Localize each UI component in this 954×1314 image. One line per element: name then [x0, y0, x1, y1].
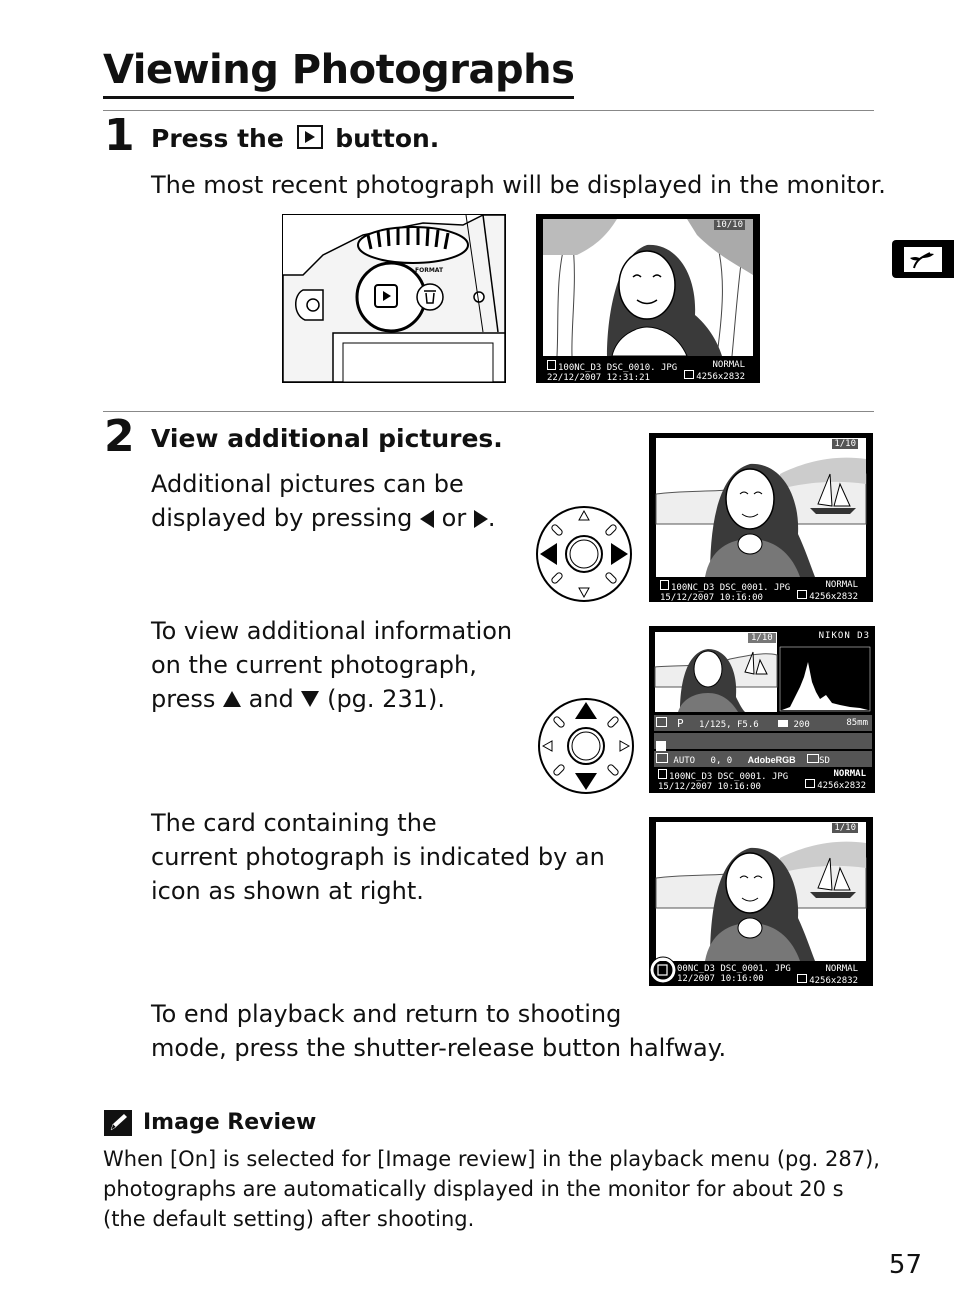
white-balance-fine-tune: 0, 0	[710, 756, 733, 766]
image-size-icon	[805, 779, 815, 788]
white-balance-icon	[656, 753, 668, 763]
image-size: 4256x2832	[696, 372, 745, 382]
paragraph-4-line-2: mode, press the shutter-release button halfway.	[151, 1034, 727, 1062]
section-divider	[103, 110, 874, 111]
paragraph-3-line-3: icon as shown at right.	[151, 877, 424, 905]
step1-heading-end: button.	[335, 124, 440, 153]
paragraph-2-line-1: To view additional information	[151, 617, 513, 645]
quality-info	[805, 769, 866, 791]
step-number-2: 2	[104, 411, 135, 462]
image-counter: 1/10	[834, 439, 856, 449]
multi-selector-up-down	[537, 697, 635, 799]
step1-heading	[151, 124, 439, 153]
monitor-screen-info	[649, 626, 875, 793]
monitor-screen-2	[649, 433, 873, 602]
step2-paragraph-3	[151, 806, 605, 908]
quality-info	[797, 580, 858, 602]
file-date: 15/12/2007 10:16:00	[660, 593, 763, 602]
step2-paragraph-4	[151, 997, 726, 1065]
card-slot-icon	[547, 360, 556, 370]
page-number: 57	[888, 1250, 922, 1280]
image-size: 4256x2832	[809, 976, 858, 986]
monitor-screen-1	[536, 214, 760, 383]
up-arrow-icon	[223, 691, 241, 707]
paragraph-4-line-1: To end playback and return to shooting	[151, 1000, 622, 1028]
page-title: Viewing Photographs	[103, 44, 574, 99]
file-date: 15/12/2007 10:16:00	[658, 782, 761, 792]
step2-paragraph-2	[151, 614, 512, 716]
iso-value: 200	[793, 720, 810, 730]
picture-control-icon	[807, 754, 819, 763]
exposure-compensation-icon	[656, 741, 666, 751]
shooting-info-row-3	[656, 753, 870, 767]
color-space: AdobeRGB	[747, 755, 796, 765]
picture-control: SD	[819, 756, 830, 766]
step2-heading: View additional pictures.	[151, 424, 503, 453]
image-size-icon	[684, 370, 694, 379]
step-number-1: 1	[104, 110, 135, 161]
right-arrow-icon	[474, 510, 488, 528]
camera-back-illustration	[282, 214, 506, 383]
card-slot-icon	[658, 769, 667, 779]
step1-text: The most recent photograph will be displayed in the monitor.	[151, 171, 886, 199]
down-arrow-icon	[301, 691, 319, 707]
file-date: 12/2007 10:16:00	[677, 974, 764, 984]
image-size: 4256x2832	[817, 781, 866, 791]
file-date: 22/12/2007 12:31:21	[547, 373, 650, 383]
white-balance-value: AUTO	[673, 756, 696, 766]
note-line-2: photographs are automatically displayed in the monitor for about 20 s	[103, 1177, 844, 1201]
paragraph-3-line-2: current photograph is indicated by an	[151, 843, 605, 871]
section-divider-2	[103, 411, 874, 412]
paragraph-2-line-3: press	[151, 685, 216, 713]
image-counter: 1/10	[748, 633, 776, 643]
step1-heading-start: Press the	[151, 124, 284, 153]
step2-paragraph-1: Additional pictures can be displayed by pressing or .	[151, 467, 496, 535]
quality-info	[684, 360, 745, 382]
image-counter: 1/10	[834, 823, 856, 833]
note-body	[103, 1144, 880, 1234]
playback-button-icon	[297, 125, 323, 149]
note-line-3: (the default setting) after shooting.	[103, 1207, 475, 1231]
paragraph-1-line-1: Additional pictures can be	[151, 470, 464, 498]
file-name: 100NC_D3 DSC_0001. JPG	[669, 772, 789, 782]
shutter-aperture: 1/125, F5.6	[699, 720, 759, 730]
page-reference: (pg. 231).	[327, 685, 445, 713]
exposure-mode: P	[677, 717, 684, 730]
file-name: 00NC_D3 DSC_0001. JPG	[677, 964, 791, 974]
metering-icon	[656, 717, 667, 727]
note-title: Image Review	[143, 1110, 317, 1135]
format-label: FORMAT	[415, 267, 444, 274]
monitor-screen-card	[649, 817, 873, 986]
file-name: 100NC_D3 DSC_0010. JPG	[558, 363, 678, 373]
image-quality: NORMAL	[712, 360, 745, 370]
image-counter: 10/10	[715, 220, 743, 230]
iso-icon	[778, 720, 788, 727]
note-line-1: When [On] is selected for [Image review] in the playback menu (pg. 287),	[103, 1147, 880, 1171]
image-size-icon	[797, 590, 807, 599]
image-size: 4256x2832	[809, 592, 858, 602]
note-pencil-icon	[104, 1110, 132, 1140]
multi-selector-left-right	[535, 505, 633, 607]
paragraph-2-line-2: on the current photograph,	[151, 651, 477, 679]
file-info	[677, 964, 791, 984]
paragraph-3-line-1: The card containing the	[151, 809, 437, 837]
shooting-info-row-1	[656, 717, 870, 731]
focal-length: 85mm	[846, 718, 868, 728]
file-info	[547, 360, 677, 383]
quality-info	[797, 964, 858, 986]
left-arrow-icon	[420, 510, 434, 528]
file-info	[658, 769, 788, 792]
card-slot-icon	[660, 580, 669, 590]
or-word: or	[441, 504, 467, 532]
camera-brand: NIKON D3	[818, 631, 870, 641]
file-name: 100NC_D3 DSC_0001. JPG	[671, 583, 791, 593]
paragraph-1-line-2: displayed by pressing	[151, 504, 413, 532]
image-quality: NORMAL	[825, 964, 858, 974]
image-size-icon	[797, 974, 807, 983]
playback-tab-icon	[892, 240, 954, 278]
image-quality: NORMAL	[825, 580, 858, 590]
image-quality: NORMAL	[833, 769, 866, 779]
file-info	[660, 580, 790, 602]
and-word: and	[248, 685, 294, 713]
